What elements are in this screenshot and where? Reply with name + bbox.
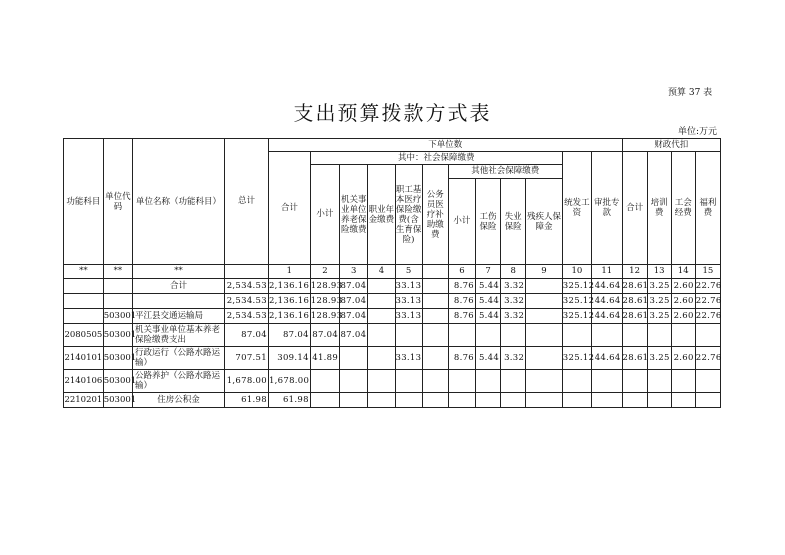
column-number-cell: 12 bbox=[622, 265, 647, 279]
header-fiscal-withhold: 财政代扣 bbox=[622, 139, 720, 152]
amount-cell: 128.93 bbox=[310, 309, 339, 324]
column-number-cell: 2 bbox=[310, 265, 339, 279]
amount-cell bbox=[368, 279, 395, 294]
amount-cell bbox=[526, 309, 563, 324]
table-body bbox=[64, 279, 721, 408]
amount-cell: 87.04 bbox=[310, 324, 339, 347]
amount-cell: 3.25 bbox=[647, 309, 671, 324]
amount-cell: 61.98 bbox=[268, 393, 310, 408]
amount-cell: 2,136.16 bbox=[268, 309, 310, 324]
amount-cell bbox=[695, 393, 720, 408]
amount-cell bbox=[422, 324, 448, 347]
amount-cell bbox=[592, 370, 622, 393]
table-row bbox=[64, 370, 721, 393]
amount-cell bbox=[695, 324, 720, 347]
column-number-cell bbox=[225, 265, 269, 279]
column-number-cell: 9 bbox=[526, 265, 563, 279]
amount-cell bbox=[368, 294, 395, 309]
table-number: 预算 37 表 bbox=[668, 88, 713, 98]
amount-cell: 22.76 bbox=[695, 279, 720, 294]
column-number-cell: ** bbox=[64, 265, 104, 279]
unit-name-cell bbox=[133, 294, 225, 309]
amount-cell: 3.32 bbox=[501, 279, 526, 294]
unit-code-cell: 503001 bbox=[103, 324, 132, 347]
amount-cell bbox=[476, 324, 501, 347]
amount-cell: 87.04 bbox=[340, 324, 368, 347]
amount-cell: 325.12 bbox=[562, 279, 591, 294]
amount-cell: 128.93 bbox=[310, 279, 339, 294]
table-header bbox=[64, 139, 721, 279]
amount-cell: 2.60 bbox=[671, 309, 695, 324]
header-small-total: 小计 bbox=[310, 165, 339, 265]
amount-cell bbox=[368, 393, 395, 408]
amount-cell: 44.64 bbox=[592, 309, 622, 324]
amount-cell: 28.61 bbox=[622, 294, 647, 309]
amount-cell: 41.89 bbox=[310, 347, 339, 370]
column-number-cell: 4 bbox=[368, 265, 395, 279]
header-unit-code: 单位代码 bbox=[103, 139, 132, 265]
amount-cell bbox=[422, 294, 448, 309]
amount-cell bbox=[526, 347, 563, 370]
amount-cell bbox=[562, 370, 591, 393]
amount-cell bbox=[562, 324, 591, 347]
unit-code-cell bbox=[103, 279, 132, 294]
header-unit-name: 单位名称（功能科目） bbox=[133, 139, 225, 265]
func-subject-cell bbox=[64, 279, 104, 294]
column-number-cell: 11 bbox=[592, 265, 622, 279]
amount-cell: 87.04 bbox=[268, 324, 310, 347]
amount-cell bbox=[310, 370, 339, 393]
amount-cell bbox=[448, 393, 475, 408]
amount-cell bbox=[448, 370, 475, 393]
column-number-cell: 1 bbox=[268, 265, 310, 279]
unit-name-cell: 公路养护（公路水路运输） bbox=[133, 370, 225, 393]
header-lower-unit-funds: 下单位数 bbox=[268, 139, 622, 152]
amount-cell: 33.13 bbox=[395, 347, 422, 370]
amount-cell: 8.76 bbox=[448, 279, 475, 294]
amount-cell bbox=[310, 393, 339, 408]
amount-cell: 28.61 bbox=[622, 309, 647, 324]
amount-cell: 2,534.53 bbox=[225, 294, 269, 309]
header-civil-medical: 公务员医疗补助缴费 bbox=[422, 165, 448, 265]
header-unemployment: 失业保险 bbox=[501, 179, 526, 265]
amount-cell: 5.44 bbox=[476, 309, 501, 324]
header-training: 培训费 bbox=[647, 152, 671, 265]
amount-cell bbox=[368, 309, 395, 324]
amount-cell: 128.93 bbox=[310, 294, 339, 309]
unit-code-cell: 503001 bbox=[103, 309, 132, 324]
header-approved-special: 审批专款 bbox=[592, 152, 622, 265]
func-subject-cell bbox=[64, 309, 104, 324]
amount-cell bbox=[340, 370, 368, 393]
amount-cell bbox=[647, 393, 671, 408]
header-medical: 职工基本医疗保险缴费(含生育保险) bbox=[395, 165, 422, 265]
func-subject-cell bbox=[64, 294, 104, 309]
amount-cell bbox=[622, 324, 647, 347]
amount-cell bbox=[395, 393, 422, 408]
amount-cell bbox=[368, 347, 395, 370]
amount-cell: 8.76 bbox=[448, 347, 475, 370]
amount-cell: 2,136.16 bbox=[268, 294, 310, 309]
column-number-cell: ** bbox=[103, 265, 132, 279]
amount-cell bbox=[526, 294, 563, 309]
amount-cell: 2,136.16 bbox=[268, 279, 310, 294]
unit-name-cell: 机关事业单位基本养老保险缴费支出 bbox=[133, 324, 225, 347]
amount-cell: 87.04 bbox=[340, 294, 368, 309]
column-number-cell: 7 bbox=[476, 265, 501, 279]
header-annuity: 职业年金缴费 bbox=[368, 165, 395, 265]
amount-cell: 22.76 bbox=[695, 347, 720, 370]
amount-cell bbox=[671, 370, 695, 393]
amount-cell: 44.64 bbox=[592, 279, 622, 294]
unit-label: 单位:万元 bbox=[678, 127, 718, 137]
amount-cell: 325.12 bbox=[562, 294, 591, 309]
page-title: 支出预算拨款方式表 bbox=[293, 101, 492, 125]
unit-code-cell: 503001 bbox=[103, 370, 132, 393]
amount-cell: 87.04 bbox=[340, 279, 368, 294]
amount-cell: 5.44 bbox=[476, 347, 501, 370]
table-row bbox=[64, 294, 721, 309]
unit-name-cell: 平江县交通运输局 bbox=[133, 309, 225, 324]
amount-cell bbox=[368, 370, 395, 393]
amount-cell bbox=[395, 324, 422, 347]
amount-cell bbox=[501, 370, 526, 393]
amount-cell: 87.04 bbox=[340, 309, 368, 324]
header-fiscal-total: 合计 bbox=[622, 152, 647, 265]
amount-cell: 28.61 bbox=[622, 347, 647, 370]
amount-cell bbox=[476, 393, 501, 408]
amount-cell bbox=[592, 393, 622, 408]
func-subject-cell: 2140106 bbox=[64, 370, 104, 393]
header-func-subject: 功能科目 bbox=[64, 139, 104, 265]
table-row bbox=[64, 279, 721, 294]
amount-cell bbox=[562, 393, 591, 408]
column-number-cell: 14 bbox=[671, 265, 695, 279]
amount-cell: 3.32 bbox=[501, 309, 526, 324]
column-number-cell: 5 bbox=[395, 265, 422, 279]
header-other-social: 其他社会保障缴费 bbox=[448, 165, 562, 179]
amount-cell bbox=[592, 324, 622, 347]
amount-cell bbox=[340, 393, 368, 408]
amount-cell: 2,534.53 bbox=[225, 279, 269, 294]
func-subject-cell: 2140101 bbox=[64, 347, 104, 370]
amount-cell: 1,678.00 bbox=[225, 370, 269, 393]
amount-cell bbox=[526, 370, 563, 393]
amount-cell bbox=[526, 279, 563, 294]
amount-cell bbox=[695, 370, 720, 393]
column-number-row bbox=[64, 265, 721, 279]
amount-cell: 5.44 bbox=[476, 279, 501, 294]
header-unified-salary: 统发工资 bbox=[562, 152, 591, 265]
table-row bbox=[64, 324, 721, 347]
header-pension: 机关事业单位养老保险缴费 bbox=[340, 165, 368, 265]
amount-cell bbox=[647, 324, 671, 347]
unit-code-cell: 503001 bbox=[103, 347, 132, 370]
amount-cell bbox=[422, 370, 448, 393]
column-number-cell: ** bbox=[133, 265, 225, 279]
column-number-cell: 8 bbox=[501, 265, 526, 279]
amount-cell: 707.51 bbox=[225, 347, 269, 370]
column-number-cell: 15 bbox=[695, 265, 720, 279]
unit-code-cell: 503001 bbox=[103, 393, 132, 408]
unit-name-cell: 住房公积金 bbox=[133, 393, 225, 408]
amount-cell: 44.64 bbox=[592, 294, 622, 309]
amount-cell: 8.76 bbox=[448, 294, 475, 309]
header-other-small-total: 小计 bbox=[448, 179, 475, 265]
amount-cell: 2.60 bbox=[671, 294, 695, 309]
amount-cell: 33.13 bbox=[395, 309, 422, 324]
unit-name-cell: 合计 bbox=[133, 279, 225, 294]
amount-cell: 87.04 bbox=[225, 324, 269, 347]
amount-cell bbox=[647, 370, 671, 393]
amount-cell: 3.32 bbox=[501, 347, 526, 370]
unit-name-cell: 行政运行（公路水路运输） bbox=[133, 347, 225, 370]
amount-cell: 309.14 bbox=[268, 347, 310, 370]
amount-cell: 22.76 bbox=[695, 294, 720, 309]
amount-cell bbox=[422, 393, 448, 408]
header-disability: 残疾人保障金 bbox=[526, 179, 563, 265]
header-social-insurance: 其中：社会保障缴费 bbox=[310, 152, 562, 165]
func-subject-cell: 2210201 bbox=[64, 393, 104, 408]
amount-cell bbox=[671, 324, 695, 347]
amount-cell: 44.64 bbox=[592, 347, 622, 370]
amount-cell bbox=[340, 347, 368, 370]
amount-cell bbox=[422, 279, 448, 294]
header-union-fund: 工会经费 bbox=[671, 152, 695, 265]
amount-cell: 22.76 bbox=[695, 309, 720, 324]
amount-cell bbox=[448, 324, 475, 347]
table-row bbox=[64, 347, 721, 370]
amount-cell bbox=[526, 324, 563, 347]
table-row bbox=[64, 393, 721, 408]
amount-cell: 3.32 bbox=[501, 294, 526, 309]
amount-cell: 28.61 bbox=[622, 279, 647, 294]
column-number-cell: 10 bbox=[562, 265, 591, 279]
column-number-cell: 6 bbox=[448, 265, 475, 279]
amount-cell: 61.98 bbox=[225, 393, 269, 408]
amount-cell: 2,534.53 bbox=[225, 309, 269, 324]
amount-cell: 3.25 bbox=[647, 279, 671, 294]
amount-cell: 33.13 bbox=[395, 279, 422, 294]
column-number-cell: 13 bbox=[647, 265, 671, 279]
amount-cell: 33.13 bbox=[395, 294, 422, 309]
amount-cell: 5.44 bbox=[476, 294, 501, 309]
header-welfare: 福利费 bbox=[695, 152, 720, 265]
expenditure-table bbox=[63, 138, 721, 408]
column-number-cell bbox=[422, 265, 448, 279]
amount-cell: 3.25 bbox=[647, 347, 671, 370]
amount-cell: 3.25 bbox=[647, 294, 671, 309]
header-subtotal-all: 合计 bbox=[268, 152, 310, 265]
amount-cell: 325.12 bbox=[562, 309, 591, 324]
amount-cell: 325.12 bbox=[562, 347, 591, 370]
amount-cell bbox=[422, 309, 448, 324]
amount-cell bbox=[395, 370, 422, 393]
amount-cell: 8.76 bbox=[448, 309, 475, 324]
unit-code-cell bbox=[103, 294, 132, 309]
table-row bbox=[64, 309, 721, 324]
amount-cell bbox=[526, 393, 563, 408]
header-total: 总计 bbox=[225, 139, 269, 265]
amount-cell bbox=[501, 324, 526, 347]
amount-cell bbox=[622, 370, 647, 393]
amount-cell bbox=[476, 370, 501, 393]
amount-cell: 1,678.00 bbox=[268, 370, 310, 393]
func-subject-cell: 2080505 bbox=[64, 324, 104, 347]
amount-cell: 2.60 bbox=[671, 347, 695, 370]
amount-cell bbox=[622, 393, 647, 408]
column-number-cell: 3 bbox=[340, 265, 368, 279]
amount-cell bbox=[368, 324, 395, 347]
amount-cell bbox=[501, 393, 526, 408]
header-work-injury: 工伤保险 bbox=[476, 179, 501, 265]
amount-cell: 2.60 bbox=[671, 279, 695, 294]
amount-cell bbox=[422, 347, 448, 370]
amount-cell bbox=[671, 393, 695, 408]
